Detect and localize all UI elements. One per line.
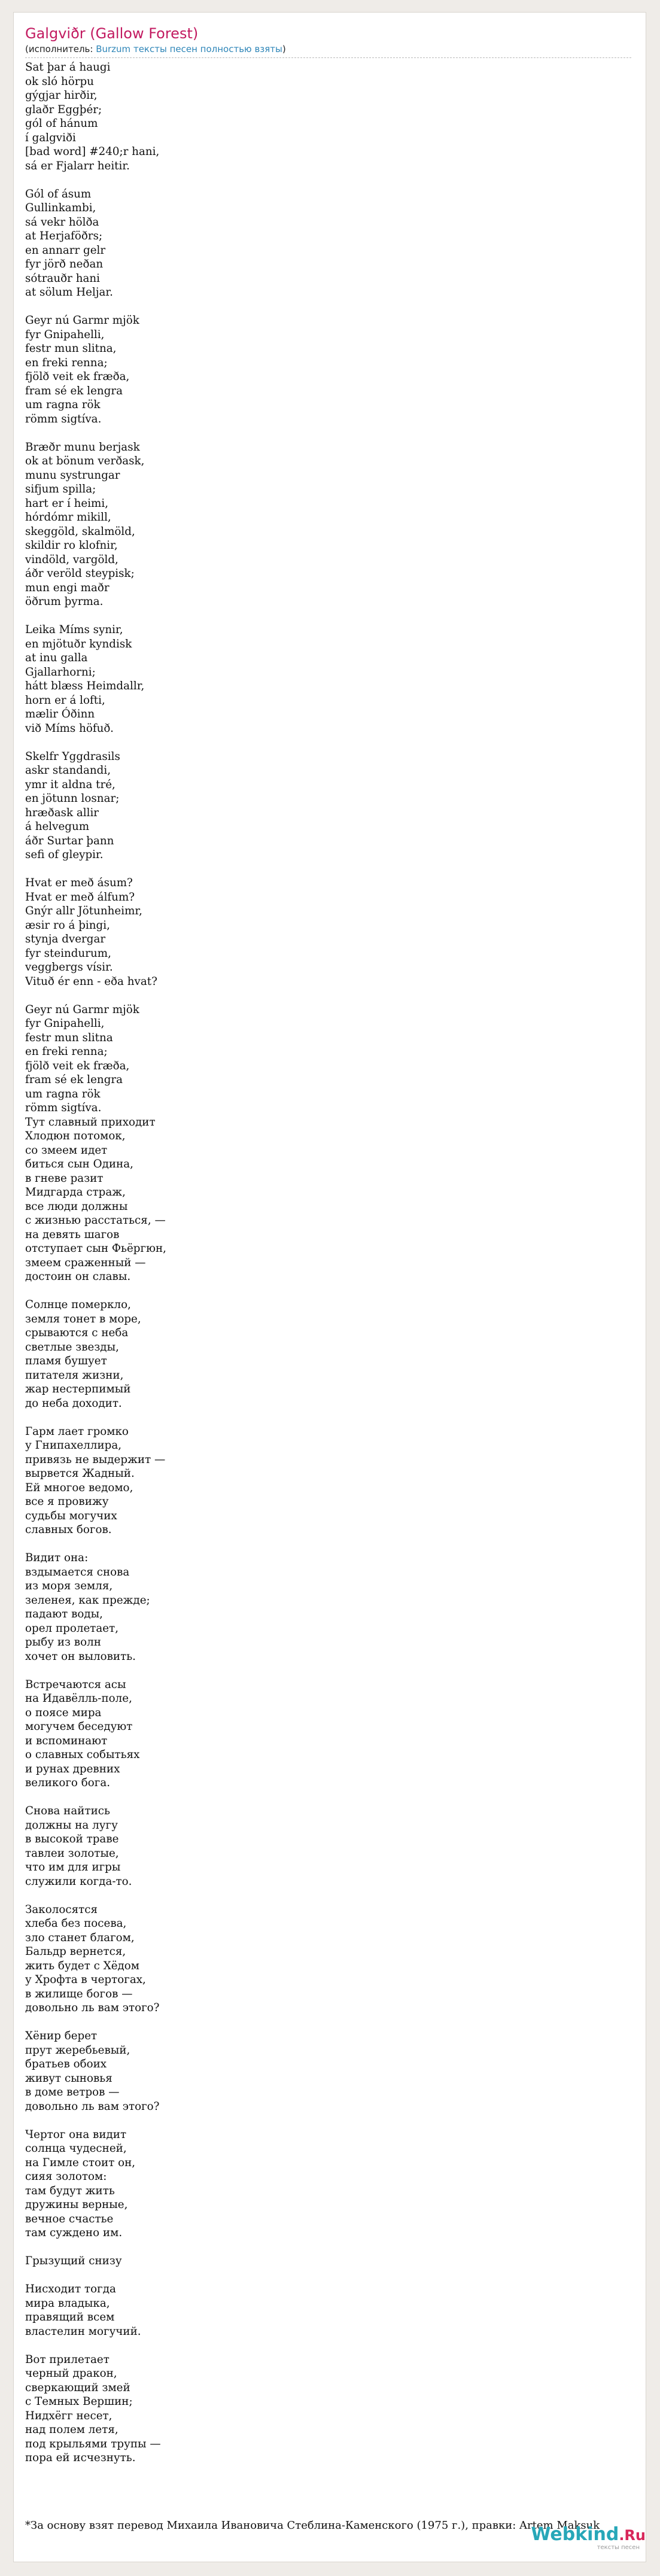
lyric-line: у Хрофта в чертогах, — [25, 1973, 146, 1986]
stanza-break — [25, 1537, 612, 1552]
lyric-line: en annarr gelr — [25, 244, 106, 257]
stanza-break — [25, 609, 612, 624]
lyric-line: судьбы могучих — [25, 1509, 117, 1522]
lyric-line: Тут славный приходит — [25, 1115, 156, 1129]
lyric-line: Ей многое ведомо, — [25, 1481, 133, 1494]
lyric-line: вечное счастье — [25, 2212, 114, 2225]
lyric-line: биться сын Одина, — [25, 1158, 133, 1170]
lyric-line: ok at bönum verðask, — [25, 455, 145, 467]
lyric-line: дружины верные, — [25, 2198, 128, 2211]
lyric-line: мира владыка, — [25, 2297, 110, 2310]
lyric-line: на Гимле стоит он, — [25, 2156, 136, 2169]
stanza-break — [25, 2113, 612, 2128]
lyric-line: пора ей исчезнуть. — [25, 2452, 136, 2464]
lyric-line: Hvat er með ásum? — [25, 877, 133, 889]
lyric-line: Встречаются асы — [25, 1678, 126, 1691]
lyric-line: fram sé ek lengra — [25, 1073, 123, 1086]
translation-note: *За основу взят перевод Михаила Ивановича Стеблина-Каменского (1975 г.), правки: Artem Maksuk — [25, 2519, 600, 2532]
lyric-line: там суждено им. — [25, 2227, 123, 2239]
lyrics-source-link[interactable]: тексты песен полностью взяты — [133, 44, 282, 54]
lyric-line: at Herjaföðrs; — [25, 230, 103, 242]
lyric-line: Заколосятся — [25, 1903, 98, 1916]
lyric-line: munu systrungar — [25, 469, 120, 482]
lyric-line: sifjum spilla; — [25, 483, 96, 495]
lyric-line: í galgviði — [25, 131, 76, 144]
lyric-line: at inu galla — [25, 652, 88, 664]
lyric-line: við Míms höfuð. — [25, 722, 114, 735]
lyric-line: сияя золотом: — [25, 2170, 107, 2183]
song-title: Galgviðr (Gallow Forest) — [25, 25, 199, 42]
lyric-line: Вот прилетает — [25, 2353, 110, 2366]
lyric-line: жар нестерпимый — [25, 1383, 131, 1395]
lyric-line: Gnýr allr Jötunheimr, — [25, 905, 142, 917]
lyric-line: служили когда-то. — [25, 1875, 132, 1888]
lyric-line: солнца чудесней, — [25, 2142, 127, 2155]
lyric-line: glaðr Eggþér; — [25, 103, 102, 116]
lyric-line: stynja dvergar — [25, 933, 106, 945]
lyric-line: должны на лугу — [25, 1818, 118, 1832]
byline-prefix: (исполнитель: — [25, 44, 96, 54]
lyric-line: sefi of gleypir. — [25, 848, 104, 861]
stanza-break — [25, 989, 612, 1003]
lyric-line: из моря земля, — [25, 1580, 113, 1592]
lyric-line: в доме ветров — — [25, 2086, 120, 2098]
logo-word: Webkind — [531, 2524, 619, 2545]
lyric-line: до неба доходит. — [25, 1397, 122, 1410]
lyric-line: sá vekr hölða — [25, 215, 99, 229]
lyrics-text — [25, 60, 612, 2483]
lyric-line: römm sigtíva. — [25, 412, 102, 425]
stanza-break — [25, 300, 612, 314]
lyric-line: Чертог она видит — [25, 2128, 127, 2141]
lyric-line: skeggöld, skalmöld, — [25, 525, 135, 538]
lyric-line: на Идавёлль-поле, — [25, 1692, 132, 1705]
stanza-break — [25, 2240, 612, 2255]
lyric-line: срываются с неба — [25, 1327, 129, 1339]
lyric-line: Gól of ásum — [25, 187, 92, 200]
lyric-line: вздымается снова — [25, 1565, 130, 1579]
lyric-line: со змеем идет — [25, 1143, 108, 1157]
lyric-line: братьев обоих — [25, 2058, 107, 2070]
lyric-line: привязь не выдержит — — [25, 1453, 166, 1466]
lyric-line: довольно ль вам этого? — [25, 2002, 160, 2014]
lyric-line: Грызущий снизу — [25, 2255, 122, 2267]
lyric-line: отступает сын Фьёргюн, — [25, 1242, 166, 1255]
lyric-line: æsir ro á þingi, — [25, 919, 110, 932]
lyric-line: askr standandi, — [25, 764, 111, 777]
stanza-break — [25, 2015, 612, 2030]
lyric-line: um ragna rök — [25, 399, 101, 411]
lyric-line: змеем сраженный — — [25, 1256, 146, 1269]
lyric-line: öðrum þyrma. — [25, 595, 104, 608]
lyric-line: Bræðr munu berjask — [25, 440, 140, 454]
lyric-line: в высокой траве — [25, 1833, 119, 1845]
lyric-line: festr mun slitna — [25, 1031, 113, 1044]
lyric-line: все я провижу — [25, 1495, 109, 1508]
lyric-line: en jötunn losnar; — [25, 792, 120, 805]
lyric-line: о славных событьях — [25, 1748, 140, 1761]
lyric-line: fyr steindurum, — [25, 947, 111, 960]
lyric-line: at sölum Heljar. — [25, 286, 113, 299]
lyric-line: Geyr nú Garmr mjök — [25, 314, 139, 327]
lyric-line: á helvegum — [25, 820, 90, 833]
lyric-line: Мидгарда страж, — [25, 1186, 126, 1199]
lyric-line: могучем беседуют — [25, 1720, 133, 1733]
lyric-line: орел пролетает, — [25, 1622, 119, 1635]
lyric-line: на девять шагов — [25, 1228, 120, 1241]
lyric-line: о поясе мира — [25, 1706, 102, 1719]
lyric-line: Leika Míms synir, — [25, 624, 123, 636]
lyric-line: Снова найтись — [25, 1805, 110, 1817]
lyric-line: Gullinkambi, — [25, 202, 96, 214]
stanza-break — [25, 2338, 612, 2353]
lyric-line: Солнце померкло, — [25, 1298, 131, 1311]
lyric-line: сверкающий змей — [25, 2381, 130, 2394]
lyric-line: Gjallarhorni; — [25, 665, 96, 679]
lyric-line: над полем летя, — [25, 2423, 118, 2436]
lyric-line: veggbergs vísir. — [25, 961, 113, 974]
lyric-line: что им для игры — [25, 1861, 121, 1874]
lyric-line: hórdómr mikill, — [25, 511, 111, 524]
lyric-line: черный дракон, — [25, 2367, 117, 2380]
lyric-line: Skelfr Yggdrasils — [25, 750, 120, 763]
lyric-line: festr mun slitna, — [25, 342, 117, 355]
lyric-line: áðr Surtar þann — [25, 834, 114, 847]
lyric-line: вырвется Жадный. — [25, 1467, 135, 1480]
lyric-line: fram sé ek lengra — [25, 384, 123, 397]
lyric-line: падают воды, — [25, 1608, 103, 1620]
lyric-line: ymr it aldna tré, — [25, 778, 115, 791]
stanza-break — [25, 2268, 612, 2283]
lyric-line: великого бога. — [25, 1777, 111, 1789]
lyric-line: gól of hánum — [25, 117, 98, 130]
lyric-line: Vituð ér enn - eða hvat? — [25, 975, 157, 988]
lyric-line: рыбу из волн — [25, 1636, 101, 1649]
lyric-line: fyr jörð neðan — [25, 258, 104, 270]
lyric-line: vindöld, vargöld, — [25, 553, 118, 566]
lyric-line: Geyr nú Garmr mjök — [25, 1003, 139, 1016]
stanza-break — [25, 1284, 612, 1298]
lyric-line: [bad word] #240;r hani, — [25, 145, 160, 158]
lyric-line: славных богов. — [25, 1523, 112, 1536]
lyric-line: и вспоминают — [25, 1734, 108, 1747]
lyric-line: с жизнью расстаться, — — [25, 1214, 166, 1227]
lyric-line: правящий всем — [25, 2311, 115, 2323]
song-byline — [25, 43, 631, 58]
lyric-line: пламя бушует — [25, 1355, 107, 1367]
lyric-line: там будут жить — [25, 2184, 115, 2197]
lyric-line: sótrauðr hani — [25, 272, 100, 285]
lyric-line: Гарм лает громко — [25, 1425, 129, 1438]
lyric-line: Нидхёгг несет, — [25, 2409, 112, 2422]
lyric-line: Видит она: — [25, 1552, 89, 1564]
lyric-line: прут жеребьевый, — [25, 2043, 130, 2057]
lyric-line: römm sigtíva. — [25, 1102, 102, 1114]
lyric-line: тавлеи золотые, — [25, 1847, 119, 1860]
lyric-line: Хлодюн потомок, — [25, 1130, 126, 1142]
lyric-line: Нисходит тогда — [25, 2283, 116, 2295]
lyric-line: horn er á lofti, — [25, 694, 105, 707]
lyrics-card — [13, 12, 646, 2562]
lyric-line: en freki renna; — [25, 1045, 108, 1058]
lyric-line: в гневе разит — [25, 1172, 104, 1185]
lyric-line: mælir Óðinn — [25, 708, 95, 720]
stanza-break — [25, 1790, 612, 1805]
byline-suffix: ) — [282, 44, 286, 54]
lyric-line: живут сыновья — [25, 2072, 112, 2085]
lyric-line: mun engi maðr — [25, 581, 110, 594]
artist-link[interactable]: Burzum — [96, 44, 131, 54]
stanza-break — [25, 862, 612, 877]
lyric-line: áðr veröld steypisk; — [25, 567, 135, 580]
stanza-break — [25, 1410, 612, 1425]
lyric-line: под крыльями трупы — — [25, 2437, 161, 2450]
lyric-line: fjölð veit ek fræða, — [25, 1059, 130, 1072]
lyric-line: все люди должны — [25, 1200, 128, 1213]
lyric-line: питателя жизни, — [25, 1368, 124, 1382]
stanza-break — [25, 1888, 612, 1903]
lyric-line: властелин могучий. — [25, 2325, 141, 2338]
lyric-line: хлеба без посева, — [25, 1917, 127, 1930]
lyric-line: ok sló hörpu — [25, 75, 94, 88]
stanza-break — [25, 173, 612, 187]
lyric-line: и рунах древних — [25, 1762, 120, 1775]
lyric-line: Sat þar á haugi — [25, 61, 111, 74]
lyric-line: светлые звезды, — [25, 1340, 119, 1354]
lyric-line: um ragna rök — [25, 1087, 101, 1100]
lyric-line: зло станет благом, — [25, 1931, 135, 1944]
lyric-line: fyr Gnipahelli, — [25, 1017, 105, 1030]
lyric-line: fjölð veit ek fræða, — [25, 370, 130, 383]
lyric-line: довольно ль вам этого? — [25, 2100, 160, 2113]
lyric-line: fyr Gnipahelli, — [25, 328, 105, 341]
stanza-break — [25, 426, 612, 440]
lyric-line: sá er Fjalarr heitir. — [25, 159, 130, 172]
lyric-line: skildir ro klofnir, — [25, 539, 118, 552]
lyric-line: зеленея, как прежде; — [25, 1593, 150, 1607]
lyric-line: хочет он выловить. — [25, 1650, 136, 1663]
lyric-line: hátt blæss Heimdallr, — [25, 680, 145, 692]
lyric-line: Бальдр вернется, — [25, 1945, 126, 1958]
logo-domain: .Ru — [619, 2527, 646, 2544]
lyric-line: hræðask allir — [25, 806, 99, 819]
lyric-line: Hvat er með álfum? — [25, 890, 135, 904]
lyric-line: с Темных Вершин; — [25, 2395, 133, 2408]
lyric-line: Хёнир берет — [25, 2030, 98, 2042]
lyric-line: жить будет с Хёдом — [25, 1959, 140, 1972]
lyric-line: hart er í heimi, — [25, 497, 109, 510]
lyric-line: gýgjar hirðir, — [25, 89, 98, 102]
stanza-break — [25, 1663, 612, 1678]
lyric-line: en freki renna; — [25, 356, 108, 369]
lyric-line: en mjötuðr kyndisk — [25, 637, 132, 650]
logo-tagline: тексты песен — [597, 2544, 640, 2551]
lyric-line: в жилище богов — — [25, 1987, 133, 2000]
lyric-line: достоин он славы. — [25, 1270, 131, 1283]
stanza-break — [25, 735, 612, 750]
lyric-line: у Гнипахеллира, — [25, 1439, 122, 1452]
song-header — [25, 24, 631, 58]
site-logo[interactable] — [531, 2525, 646, 2545]
lyric-line: земля тонет в море, — [25, 1312, 141, 1325]
